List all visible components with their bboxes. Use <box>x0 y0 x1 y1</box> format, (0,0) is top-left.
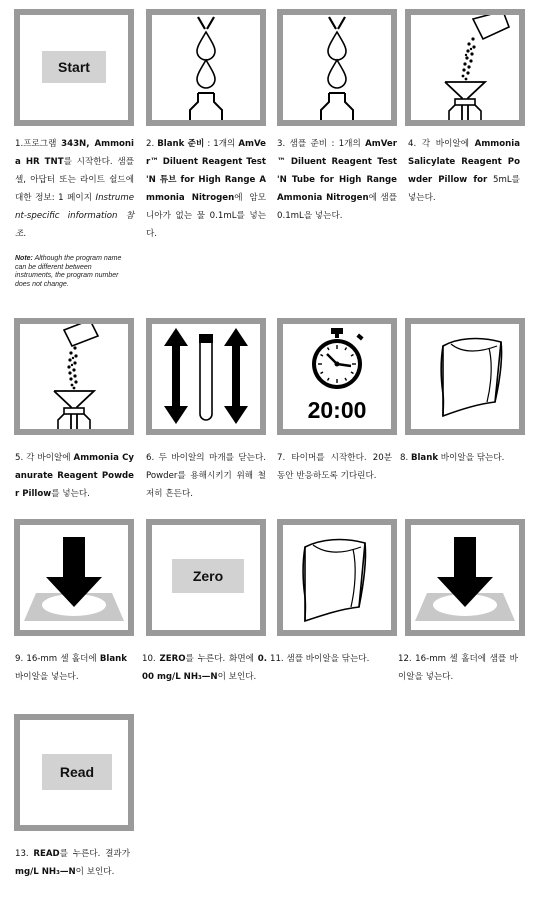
start-button-illustration: Start <box>42 51 106 83</box>
step-11-caption: 11. 샘플 바이알을 닦는다. <box>270 654 370 664</box>
panel-blank-drops <box>146 9 266 126</box>
step-13-caption: 13. READ를 누른다. 결과가 mg/L NH₃—N이 보인다. <box>15 849 130 877</box>
dropper-vial-icon <box>152 15 260 120</box>
timer-readout: 20:00 <box>307 397 367 423</box>
panel-wipe-blank <box>405 318 525 435</box>
step-9-caption: 9. 16-mm 셀 홀더에 Blank 바이알을 넣는다. <box>15 654 127 682</box>
zero-button-illustration: Zero <box>172 559 244 593</box>
step-10-caption: 10. ZERO를 누른다. 화면에 0.00 mg/L NH₃—N이 보인다. <box>142 654 267 682</box>
powder-pillow-funnel-icon <box>20 324 128 429</box>
stopwatch-icon <box>283 324 391 429</box>
panel-salicylate-powder <box>405 9 525 126</box>
step-8-caption: 8. Blank 바이알을 닦는다. <box>400 453 505 463</box>
panel-sample-drops <box>277 9 397 126</box>
step-4-caption: 4. 각 바이알에 Ammonia Salicylate Reagent Powder Pillow for 5mL를 넣는다. <box>408 139 520 203</box>
wipe-cloth-icon <box>411 324 519 429</box>
step-7-caption: 7. 타이머를 시작한다. 20분 동안 반응하도록 기다린다. <box>277 453 392 481</box>
invert-vial-arrows-icon <box>152 324 260 429</box>
panel-wipe-sample <box>277 519 397 636</box>
read-button-illustration: Read <box>42 754 112 790</box>
powder-pillow-funnel-icon <box>411 15 519 120</box>
program-note: Note: Although the program name can be different between instruments, the program number does not change. <box>15 255 122 288</box>
panel-insert-blank <box>14 519 134 636</box>
panel-insert-sample <box>405 519 525 636</box>
panel-read <box>14 714 134 831</box>
panel-invert-shake <box>146 318 266 435</box>
step-5-caption: 5. 각 바이알에 Ammonia Cyanurate Reagent Powder Pillow를 넣는다. <box>15 453 134 499</box>
panel-zero <box>146 519 266 636</box>
step-2-caption: 2. Blank 준비 : 1개의 AmVer™ Diluent Reagent Test 'N 튜브 for High Range Ammonia Nitrogen에 암모니아가 없는 물 0.1mL를 넣는다. <box>146 139 267 239</box>
panel-cyanurate-powder <box>14 318 134 435</box>
step-12-caption: 12. 16-mm 셀 홀더에 샘플 바이알을 넣는다. <box>398 654 518 682</box>
panel-timer <box>277 318 397 435</box>
step-1-caption: 1.프로그램 343N, Ammonia HR TNT를 시작한다. 샘플 셀, 아답터 또는 라이트 쉴드에 대한 정보: 1 페이지 Instrument-specific information 참조. <box>15 139 135 239</box>
step-3-caption: 3. 샘플 준비 : 1개의 AmVer™ Diluent Reagent Test 'N Tube for High Range Ammonia Nitrogen에 샘플 0.1mL을 넣는다. <box>277 139 398 221</box>
insert-cell-holder-icon <box>20 525 128 630</box>
dropper-vial-icon <box>283 15 391 120</box>
insert-cell-holder-icon <box>411 525 519 630</box>
panel-start <box>14 9 134 126</box>
step-6-caption: 6. 두 바이알의 마개를 닫는다. Powder를 용해시키기 위해 철저히 흔든다. <box>146 453 266 499</box>
wipe-cloth-icon <box>283 525 391 630</box>
